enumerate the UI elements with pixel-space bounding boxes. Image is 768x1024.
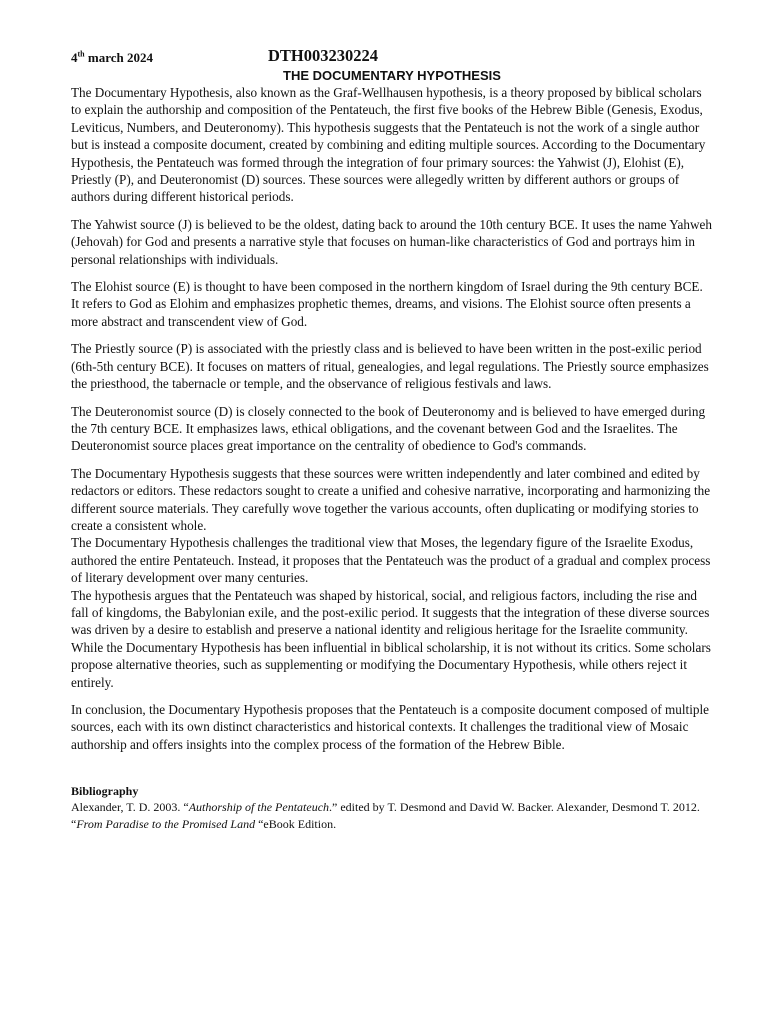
header-row — [71, 46, 713, 66]
document-date: 4th march 2024 — [71, 49, 153, 65]
bibliography-heading: Bibliography — [71, 784, 139, 799]
paragraph-factors: The hypothesis argues that the Pentateuch was shaped by historical, social, and religious factors, including the rise and fall of kingdoms, the Babylonian exile, and the post-exilic period. It suggests that the integration of these diverse sources was driven by a desire to establish and preserve a national identity and religious heritage for the Israelite community. — [71, 587, 710, 638]
paragraph-elohist: The Elohist source (E) is thought to have been composed in the northern kingdom of Israel during the 9th century BCE. It refers to God as Elohim and emphasizes prophetic themes, dreams, and visions. The Elohist source often presents a more abstract and transcendent view of God. — [71, 279, 703, 329]
paragraph-intro: The Documentary Hypothesis, also known as the Graf-Wellhausen hypothesis, is a theory proposed by biblical scholars to explain the authorship and composition of the Pentateuch, the first five books of the Hebrew Bible (Genesis, Exodus, Leviticus, Numbers, and Deuteronomy). This hypothesis suggests that the Pentateuch is not the work of a single author but is instead a composite document, created by combining and editing multiple sources. According to the Documentary Hypothesis, the Pentateuch was formed through the integration of four primary sources: the Yahwist (J), Elohist (E), Priestly (P), and Deuteronomist (D) sources. These sources were allegedly written by different authors or groups of authors during different historical periods. — [71, 85, 706, 205]
document-page — [71, 46, 713, 832]
paragraph-moses: The Documentary Hypothesis challenges the traditional view that Moses, the legendary figure of the Israelite Exodus, authored the entire Pentateuch. Instead, it proposes that the Pentateuch was the product of a gradual and complex process of literary development over many centuries. — [71, 535, 711, 586]
paragraph-redactors: The Documentary Hypothesis suggests that these sources were written independently and later combined and edited by redactors or editors. These redactors sought to create a unified and cohesive narrative, incorporating and harmonizing the different source materials. They carefully wove together the various accounts, often duplicating or modifying stories to create a consistent whole. — [71, 465, 711, 533]
paragraph-yahwist: The Yahwist source (J) is believed to be the oldest, dating back to around the 10th century BCE. It uses the name Yahweh (Jehovah) for God and presents a narrative style that focuses on human-like characteristics of God and portrays him in personal relationships with individuals. — [71, 216, 712, 267]
bibliography-entries: Alexander, T. D. 2003. “Authorship of the Pentateuch.” edited by T. Desmond and David W. Backer. Alexander, Desmond T. 2012. “From Paradise to the Promised Land “eBook Edition. — [71, 800, 700, 831]
paragraph-priestly: The Priestly source (P) is associated with the priestly class and is believed to have been written in the post-exilic period (6th-5th century BCE). It focuses on matters of ritual, genealogies, and legal regulations. The Priestly source emphasizes the priesthood, the tabernacle or temple, and the observance of religious festivals and laws. — [71, 341, 709, 392]
bibliography — [71, 783, 713, 832]
citation-title-2: From Paradise to the Promised Land — [76, 816, 256, 831]
document-title: THE DOCUMENTARY HYPOTHESIS — [283, 68, 501, 83]
paragraph-deuteronomist: The Deuteronomist source (D) is closely connected to the book of Deuteronomy and is believed to have emerged during the 7th century BCE. It emphasizes laws, ethical obligations, and the covenant between God and the Israelites. The Deuteronomist source places great importance on the centrality of obedience to God's commands. — [71, 403, 706, 454]
paragraph-conclusion: In conclusion, the Documentary Hypothesis proposes that the Pentateuch is a composite document composed of multiple sources, each with its own distinct characteristics and historical contexts. It challenges the traditional view of Mosaic authorship and offers insights into the complex process of the formation of the Hebrew Bible. — [71, 702, 709, 752]
citation-title-1: Authorship of the Pentateuch — [188, 800, 330, 815]
paragraph-critics: While the Documentary Hypothesis has been influential in biblical scholarship, it is not without its critics. Some scholars propose alternative theories, such as supplementing or modifying the Documentary Hypothesis, while others reject it entirely. — [71, 639, 711, 690]
document-id: DTH003230224 — [268, 46, 379, 65]
